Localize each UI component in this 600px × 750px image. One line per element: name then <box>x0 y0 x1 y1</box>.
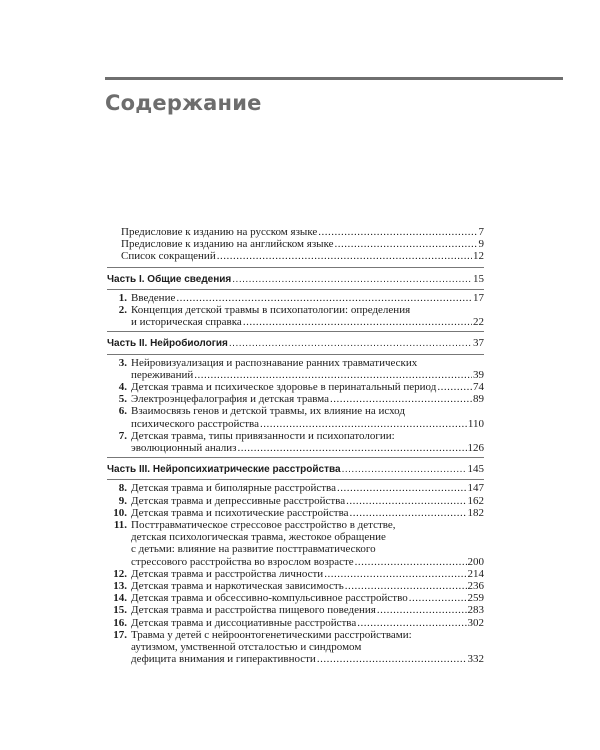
chapter-entry[interactable] <box>107 442 484 454</box>
dot-leader <box>346 495 466 507</box>
toc-page-number: 259 <box>467 592 484 605</box>
chapter-title-line: с детьми: влияние на развитие посттравматического <box>131 543 376 556</box>
chapter-number: 11. <box>113 519 127 532</box>
chapter-number: 17. <box>113 628 127 641</box>
chapter-number: 6. <box>118 405 127 418</box>
toc-entry-title: Предисловие к изданию на английском языке <box>121 238 334 251</box>
chapter-number: 5. <box>118 393 127 406</box>
toc-page-number: 22 <box>473 316 484 329</box>
chapter-entry[interactable] <box>107 393 484 405</box>
chapter-title-line: Электроэнцефалография и детская травма <box>131 393 329 406</box>
dot-leader <box>377 604 467 616</box>
part-heading[interactable] <box>107 335 484 350</box>
chapter-title-line: Нейровизуализация и распознавание ранних травматических <box>131 356 418 369</box>
toc-page-number: 302 <box>467 616 484 629</box>
chapter-title-line: психического расстройства <box>131 417 259 430</box>
part-heading[interactable] <box>107 461 484 476</box>
toc-page-number: 110 <box>467 417 484 430</box>
toc-page-number: 283 <box>467 604 484 617</box>
dot-leader <box>317 653 467 665</box>
chapter-entry[interactable] <box>107 604 484 616</box>
chapter-number: 9. <box>118 494 127 507</box>
toc-page-number: 332 <box>467 653 484 666</box>
chapter-entry[interactable] <box>107 495 484 507</box>
toc-page-number: 89 <box>473 393 484 406</box>
dot-leader <box>437 381 472 393</box>
toc-entry-title: Предисловие к изданию на русском языке <box>121 226 318 238</box>
dot-leader <box>260 418 467 430</box>
toc-page-number: 37 <box>473 337 484 350</box>
chapter-entry[interactable] <box>107 653 484 665</box>
toc-page-number: 7 <box>478 226 484 238</box>
dot-leader <box>330 393 472 405</box>
section-divider <box>107 457 484 458</box>
toc-page-number: 162 <box>467 494 484 507</box>
chapter-entry[interactable] <box>107 369 484 381</box>
chapter-number: 10. <box>113 506 127 519</box>
chapter-title-line: Детская травма и биполярные расстройства <box>131 482 336 495</box>
toc-entry-title: Список сокращений <box>121 250 216 263</box>
dot-leader <box>194 369 472 381</box>
toc-page-number: 12 <box>473 250 484 263</box>
dot-leader <box>229 338 472 350</box>
chapter-title-line: Детская травма и диссоциативные расстройства <box>131 616 357 629</box>
chapter-number: 13. <box>113 580 127 593</box>
dot-leader <box>337 482 467 494</box>
dot-leader <box>345 580 467 592</box>
section-divider <box>107 331 484 332</box>
toc-page-number: 200 <box>467 555 484 568</box>
toc-page-number: 182 <box>467 506 484 519</box>
chapter-entry[interactable] <box>107 292 484 304</box>
part-title: Часть II. Нейробиология <box>107 338 228 350</box>
dot-leader <box>318 226 477 238</box>
chapter-title-line: дефицита внимания и гиперактивности <box>131 653 316 666</box>
section-divider <box>107 267 484 268</box>
toc-page-number: 145 <box>467 463 484 476</box>
toc-entry[interactable] <box>107 226 484 238</box>
chapter-title-line: Детская травма, типы привязанности и психопатологии: <box>131 429 395 442</box>
dot-leader <box>243 316 472 328</box>
toc-entry[interactable] <box>107 250 484 262</box>
toc-page-number: 15 <box>473 272 484 285</box>
chapter-title-line: детская психологическая травма, жестокое обращение <box>131 531 386 544</box>
chapter-title-line: Травма у детей с нейроонтогенетическими расстройствами: <box>131 628 412 641</box>
dot-leader <box>357 617 466 629</box>
toc-page-number: 126 <box>467 442 484 455</box>
part-title: Часть III. Нейропсихиатрические расстройства <box>107 464 341 476</box>
chapter-title-line: Взаимосвязь генов и детской травмы, их влияние на исход <box>131 405 405 418</box>
chapter-entry[interactable] <box>107 304 484 316</box>
chapter-number: 3. <box>118 356 127 369</box>
chapter-title-line: Концепция детской травмы в психопатологии: определения <box>131 304 411 317</box>
toc-page-number: 236 <box>467 580 484 593</box>
toc-page-number: 39 <box>473 368 484 381</box>
chapter-title-line: Детская травма и депрессивные расстройства <box>131 494 346 507</box>
chapter-entry[interactable] <box>107 482 484 494</box>
chapter-number: 4. <box>118 381 127 394</box>
chapter-title-line: и историческая справка <box>131 316 242 329</box>
dot-leader <box>355 556 467 568</box>
chapter-number: 1. <box>118 291 127 304</box>
chapter-entry[interactable] <box>107 316 484 328</box>
toc-page-number: 147 <box>467 482 484 495</box>
chapter-entry[interactable] <box>107 430 484 442</box>
dot-leader <box>409 592 467 604</box>
dot-leader <box>232 274 472 286</box>
chapter-entry[interactable] <box>107 592 484 604</box>
chapter-number: 8. <box>118 482 127 495</box>
chapter-entry[interactable] <box>107 629 484 641</box>
chapter-entry[interactable] <box>107 580 484 592</box>
chapter-number: 7. <box>118 429 127 442</box>
chapter-title-line: эволюционный анализ <box>131 442 237 455</box>
dot-leader <box>342 464 467 476</box>
header-rule <box>105 77 563 80</box>
chapter-entry[interactable] <box>107 617 484 629</box>
chapter-title-line: аутизмом, умственной отсталостью и синдромом <box>131 641 362 654</box>
chapter-title-line: Детская травма и расстройства пищевого поведения <box>131 604 376 617</box>
chapter-number: 15. <box>113 604 127 617</box>
part-title: Часть I. Общие сведения <box>107 273 232 285</box>
chapter-number: 12. <box>113 567 127 580</box>
chapter-entry[interactable] <box>107 381 484 393</box>
chapter-entry[interactable] <box>107 519 484 531</box>
chapter-entry[interactable] <box>107 418 484 430</box>
dot-leader <box>350 507 467 519</box>
chapter-title-line: Посттравматическое стрессовое расстройство в детстве, <box>131 519 396 532</box>
chapter-entry[interactable] <box>107 556 484 568</box>
chapter-number: 2. <box>118 304 127 317</box>
chapter-title-line: Детская травма и обсессивно-компульсивное расстройство <box>131 592 408 605</box>
chapter-entry[interactable] <box>107 357 484 369</box>
chapter-number: 16. <box>113 616 127 629</box>
chapter-entry[interactable] <box>107 405 484 417</box>
dot-leader <box>176 292 472 304</box>
chapter-title-line: Введение <box>131 291 176 304</box>
dot-leader <box>324 568 466 580</box>
chapter-entry[interactable] <box>107 568 484 580</box>
page-title: Содержание <box>105 91 262 115</box>
toc-page-number: 17 <box>473 291 484 304</box>
chapter-title-line: стрессового расстройства во взрослом возрасте <box>131 555 354 568</box>
chapter-entry[interactable] <box>107 507 484 519</box>
dot-leader <box>237 442 466 454</box>
chapter-number: 14. <box>113 592 127 605</box>
dot-leader <box>335 238 478 250</box>
part-heading[interactable] <box>107 271 484 286</box>
chapter-title-line: Детская травма и психотические расстройства <box>131 506 349 519</box>
toc-entry[interactable] <box>107 238 484 250</box>
dot-leader <box>217 250 472 262</box>
toc-page-number: 9 <box>478 238 484 251</box>
toc-page-number: 214 <box>467 567 484 580</box>
toc-page-number: 74 <box>473 381 484 394</box>
chapter-title-line: переживаний <box>131 368 194 381</box>
chapter-title-line: Детская травма и психическое здоровье в перинатальный период <box>131 381 437 394</box>
table-of-contents <box>107 226 484 666</box>
chapter-title-line: Детская травма и расстройства личности <box>131 567 324 580</box>
chapter-title-line: Детская травма и наркотическая зависимость <box>131 580 344 593</box>
